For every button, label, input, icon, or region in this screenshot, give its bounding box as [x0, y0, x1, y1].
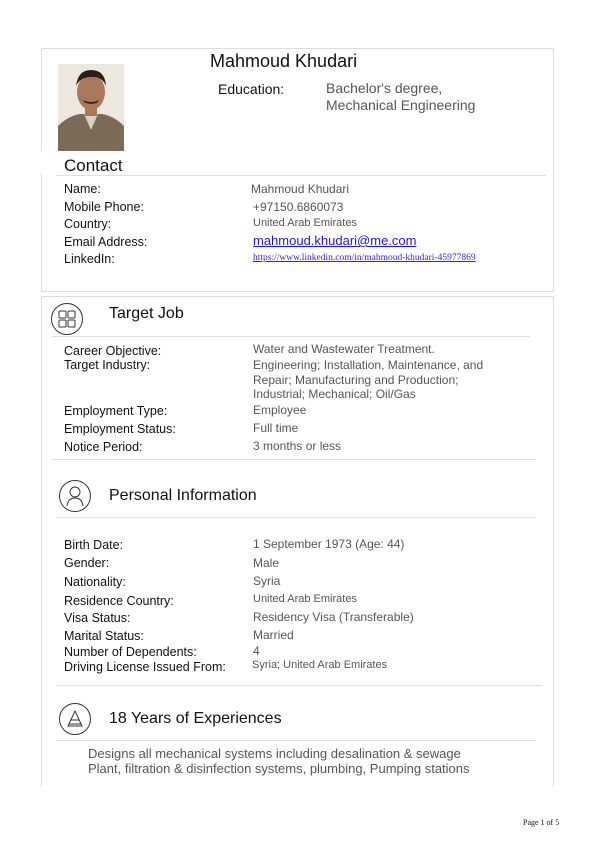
residence-country-value: United Arab Emirates: [253, 593, 357, 605]
candidate-name: Mahmoud Khudari: [210, 51, 358, 71]
contact-title: Contact: [64, 156, 123, 175]
experience-icon: [59, 703, 91, 735]
dependents-label: Number of Dependents:: [64, 645, 197, 659]
career-objective-label: Career Objective:: [64, 344, 162, 358]
target-job-icon: [51, 303, 83, 335]
driving-license-value: Syria; United Arab Emirates: [252, 659, 388, 671]
gender-label: Gender:: [64, 556, 110, 570]
gender-value: Male: [253, 556, 280, 570]
career-objective-value: Water and Wastewater Treatment.: [253, 342, 435, 356]
notice-period-label: Notice Period:: [64, 440, 143, 454]
target-industry-line2: Repair; Manufacturing and Production;: [253, 373, 459, 387]
notice-period-value: 3 months or less: [253, 439, 342, 453]
personal-info-divider: [56, 517, 536, 518]
education-value-line2: Mechanical Engineering: [326, 97, 476, 113]
contact-name-value: Mahmoud Khudari: [251, 182, 350, 196]
employment-type-label: Employment Type:: [64, 404, 168, 418]
personal-info-bottom-divider: [56, 685, 542, 686]
nationality-label: Nationality:: [64, 575, 126, 589]
experience-line2: Plant, filtration & disinfection systems, plumbing, Pumping stations: [88, 761, 470, 776]
profile-photo: [58, 64, 124, 151]
contact-divider: [56, 175, 546, 176]
dependents-value: 4: [253, 644, 260, 658]
experience-line1: Designs all mechanical systems including desalination & sewage: [88, 746, 461, 761]
contact-linkedin-link[interactable]: https://www.linkedin.com/in/mahmoud-khudari-45977869: [253, 253, 476, 263]
birth-date-label: Birth Date:: [64, 538, 124, 552]
visa-status-value: Residency Visa (Transferable): [253, 610, 414, 624]
marital-status-label: Marital Status:: [64, 629, 144, 643]
contact-phone-value: +97150.6860073: [253, 200, 344, 214]
person-icon: [59, 480, 91, 512]
education-value-line1: Bachelor's degree,: [326, 80, 443, 96]
experience-divider: [56, 740, 536, 741]
target-industry-label: Target Industry:: [64, 358, 151, 372]
contact-linkedin-label: LinkedIn:: [64, 252, 115, 266]
target-industry-line3: Industrial; Mechanical; Oil/Gas: [253, 387, 416, 401]
target-job-title: Target Job: [109, 305, 184, 322]
contact-email-link[interactable]: mahmoud.khudari@me.com: [253, 233, 417, 248]
visa-status-label: Visa Status:: [64, 611, 131, 625]
target-job-bottom-divider: [52, 459, 536, 460]
contact-name-label: Name:: [64, 182, 101, 196]
contact-country-value: United Arab Emirates: [253, 217, 357, 229]
residence-country-label: Residence Country:: [64, 594, 174, 608]
nationality-value: Syria: [253, 574, 281, 588]
personal-info-title: Personal Information: [109, 487, 257, 504]
contact-email-label: Email Address:: [64, 235, 148, 249]
employment-status-value: Full time: [253, 421, 299, 435]
page-number: Page 1 of 5: [523, 818, 560, 827]
birth-date-value: 1 September 1973 (Age: 44): [253, 537, 405, 551]
marital-status-value: Married: [253, 628, 294, 642]
contact-country-label: Country:: [64, 217, 112, 231]
experience-title: 18 Years of Experiences: [109, 710, 282, 727]
target-job-divider: [52, 336, 530, 337]
employment-type-value: Employee: [253, 403, 307, 417]
education-label: Education:: [218, 81, 285, 97]
target-industry-line1: Engineering; Installation, Maintenance, and: [253, 358, 484, 372]
employment-status-label: Employment Status:: [64, 422, 176, 436]
contact-phone-label: Mobile Phone:: [64, 200, 144, 214]
driving-license-label: Driving License Issued From:: [64, 660, 226, 674]
